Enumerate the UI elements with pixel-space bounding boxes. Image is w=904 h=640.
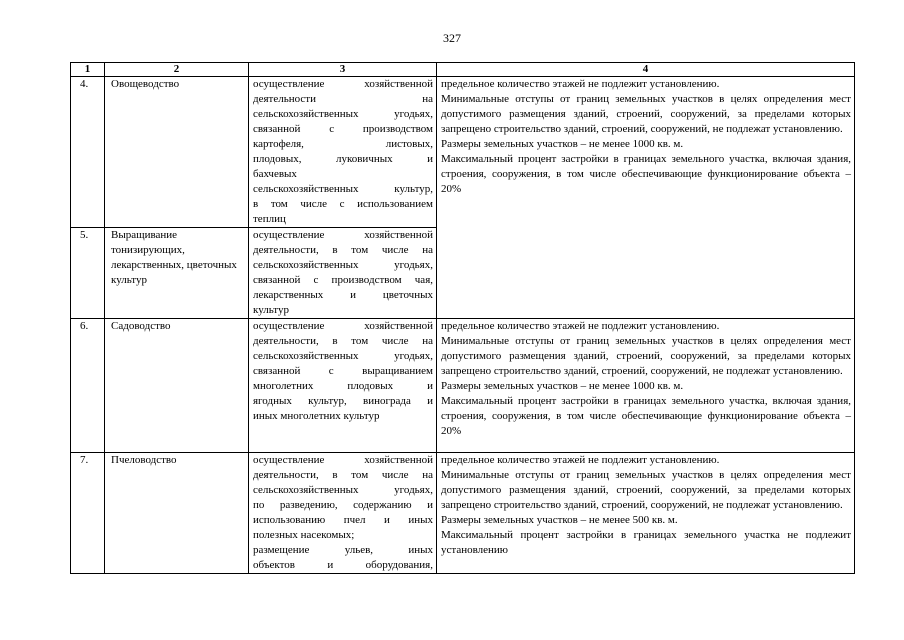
- description-line: в том числе с использованием: [253, 198, 433, 210]
- description-line: сельскохозяйственных угодьях,: [253, 484, 433, 496]
- use-type-description: [249, 453, 437, 574]
- use-type-name: Овощеводство: [105, 77, 249, 228]
- description-line: бахчевых: [253, 168, 297, 180]
- table-row: [71, 453, 855, 574]
- description-line: деятельности, в том числе на: [253, 244, 433, 256]
- description-line: теплиц: [253, 213, 286, 225]
- use-type-name: Садоводство: [105, 319, 249, 453]
- description-line: ягодных культур, винограда и: [253, 395, 433, 407]
- description-line: деятельности на: [253, 93, 433, 105]
- floors-regulation: предельное количество этажей не подлежит установлению.: [441, 78, 720, 90]
- description-line: использованию пчел и иных: [253, 514, 433, 526]
- setbacks-regulation: Минимальные отступы от границ земельных участков в целях определения мест допустимого размещения зданий, строений, сооружений, за пределами которых запрещено строительство зданий, строений, сооружений, не подлежат установлению.: [441, 335, 851, 377]
- table-row: [71, 77, 855, 228]
- description-line: плодовых, луковичных и: [253, 153, 433, 165]
- description-line: связанной с выращиванием: [253, 365, 433, 377]
- description-line: сельскохозяйственных угодьях,: [253, 259, 433, 271]
- floors-regulation: предельное количество этажей не подлежит установлению.: [441, 454, 720, 466]
- use-type-description: [249, 319, 437, 453]
- description-line: полезных насекомых;: [253, 529, 355, 541]
- row-number: 7.: [71, 453, 105, 574]
- floors-regulation: предельное количество этажей не подлежит установлению.: [441, 320, 720, 332]
- use-type-name: Выращивание тонизирующих, лекарственных, цветочных культур: [105, 228, 249, 319]
- description-line: картофеля, листовых,: [253, 138, 433, 150]
- description-line: деятельности, в том числе на: [253, 335, 433, 347]
- use-type-description: [249, 228, 437, 319]
- setbacks-regulation: Минимальные отступы от границ земельных участков в целях определения мест допустимого размещения зданий, строений, сооружений, за пределами которых запрещено строительство зданий, строений, сооружений, не подлежат установлению.: [441, 93, 851, 135]
- page-number: 327: [443, 31, 461, 45]
- table-row: [71, 319, 855, 453]
- description-line: размещение ульев, иных: [253, 544, 433, 556]
- regulations-cell: [437, 453, 855, 574]
- column-header-2: 2: [105, 63, 249, 77]
- description-line: иных многолетних культур: [253, 410, 380, 422]
- coverage-regulation: Максимальный процент застройки в границах земельного участка не подлежит установлению: [441, 529, 851, 556]
- description-line: многолетних плодовых и: [253, 380, 433, 392]
- description-line: осуществление хозяйственной: [253, 78, 433, 90]
- description-line: деятельности, в том числе на: [253, 469, 433, 481]
- description-line: культур: [253, 304, 289, 316]
- description-line: связанной с производством: [253, 123, 433, 135]
- use-type-description: [249, 77, 437, 228]
- description-line: осуществление хозяйственной: [253, 320, 433, 332]
- description-line: объектов и оборудования,: [253, 559, 433, 571]
- coverage-regulation: Максимальный процент застройки в границах земельного участка, включая здания, строения, сооружения, в том числе обеспечивающие функционирование объекта – 20%: [441, 395, 851, 437]
- column-header-3: 3: [249, 63, 437, 77]
- description-line: осуществление хозяйственной: [253, 229, 433, 241]
- description-line: связанной с производством чая,: [253, 274, 433, 286]
- plot-size-regulation: Размеры земельных участков – не менее 1000 кв. м.: [441, 380, 684, 392]
- use-type-name: Пчеловодство: [105, 453, 249, 574]
- column-header-4: 4: [437, 63, 855, 77]
- plot-size-regulation: Размеры земельных участков – не менее 1000 кв. м.: [441, 138, 684, 150]
- description-line: сельскохозяйственных угодьях,: [253, 108, 433, 120]
- description-line: сельскохозяйственных культур,: [253, 183, 433, 195]
- land-use-table: [70, 62, 855, 574]
- description-line: лекарственных и цветочных: [253, 289, 433, 301]
- description-line: сельскохозяйственных угодьях,: [253, 350, 433, 362]
- column-header-1: 1: [71, 63, 105, 77]
- description-line: по разведению, содержанию и: [253, 499, 433, 511]
- setbacks-regulation: Минимальные отступы от границ земельных участков в целях определения мест допустимого размещения зданий, строений, сооружений, за пределами которых запрещено строительство зданий, строений, сооружений, не подлежат установлению.: [441, 469, 851, 511]
- description-line: осуществление хозяйственной: [253, 454, 433, 466]
- regulations-cell: [437, 319, 855, 453]
- regulations-cell: [437, 77, 855, 319]
- coverage-regulation: Максимальный процент застройки в границах земельного участка, включая здания, строения, сооружения, в том числе обеспечивающие функционирование объекта – 20%: [441, 153, 851, 195]
- row-number: 4.: [71, 77, 105, 228]
- row-number: 6.: [71, 319, 105, 453]
- plot-size-regulation: Размеры земельных участков – не менее 500 кв. м.: [441, 514, 678, 526]
- header-row: [71, 63, 855, 77]
- row-number: 5.: [71, 228, 105, 319]
